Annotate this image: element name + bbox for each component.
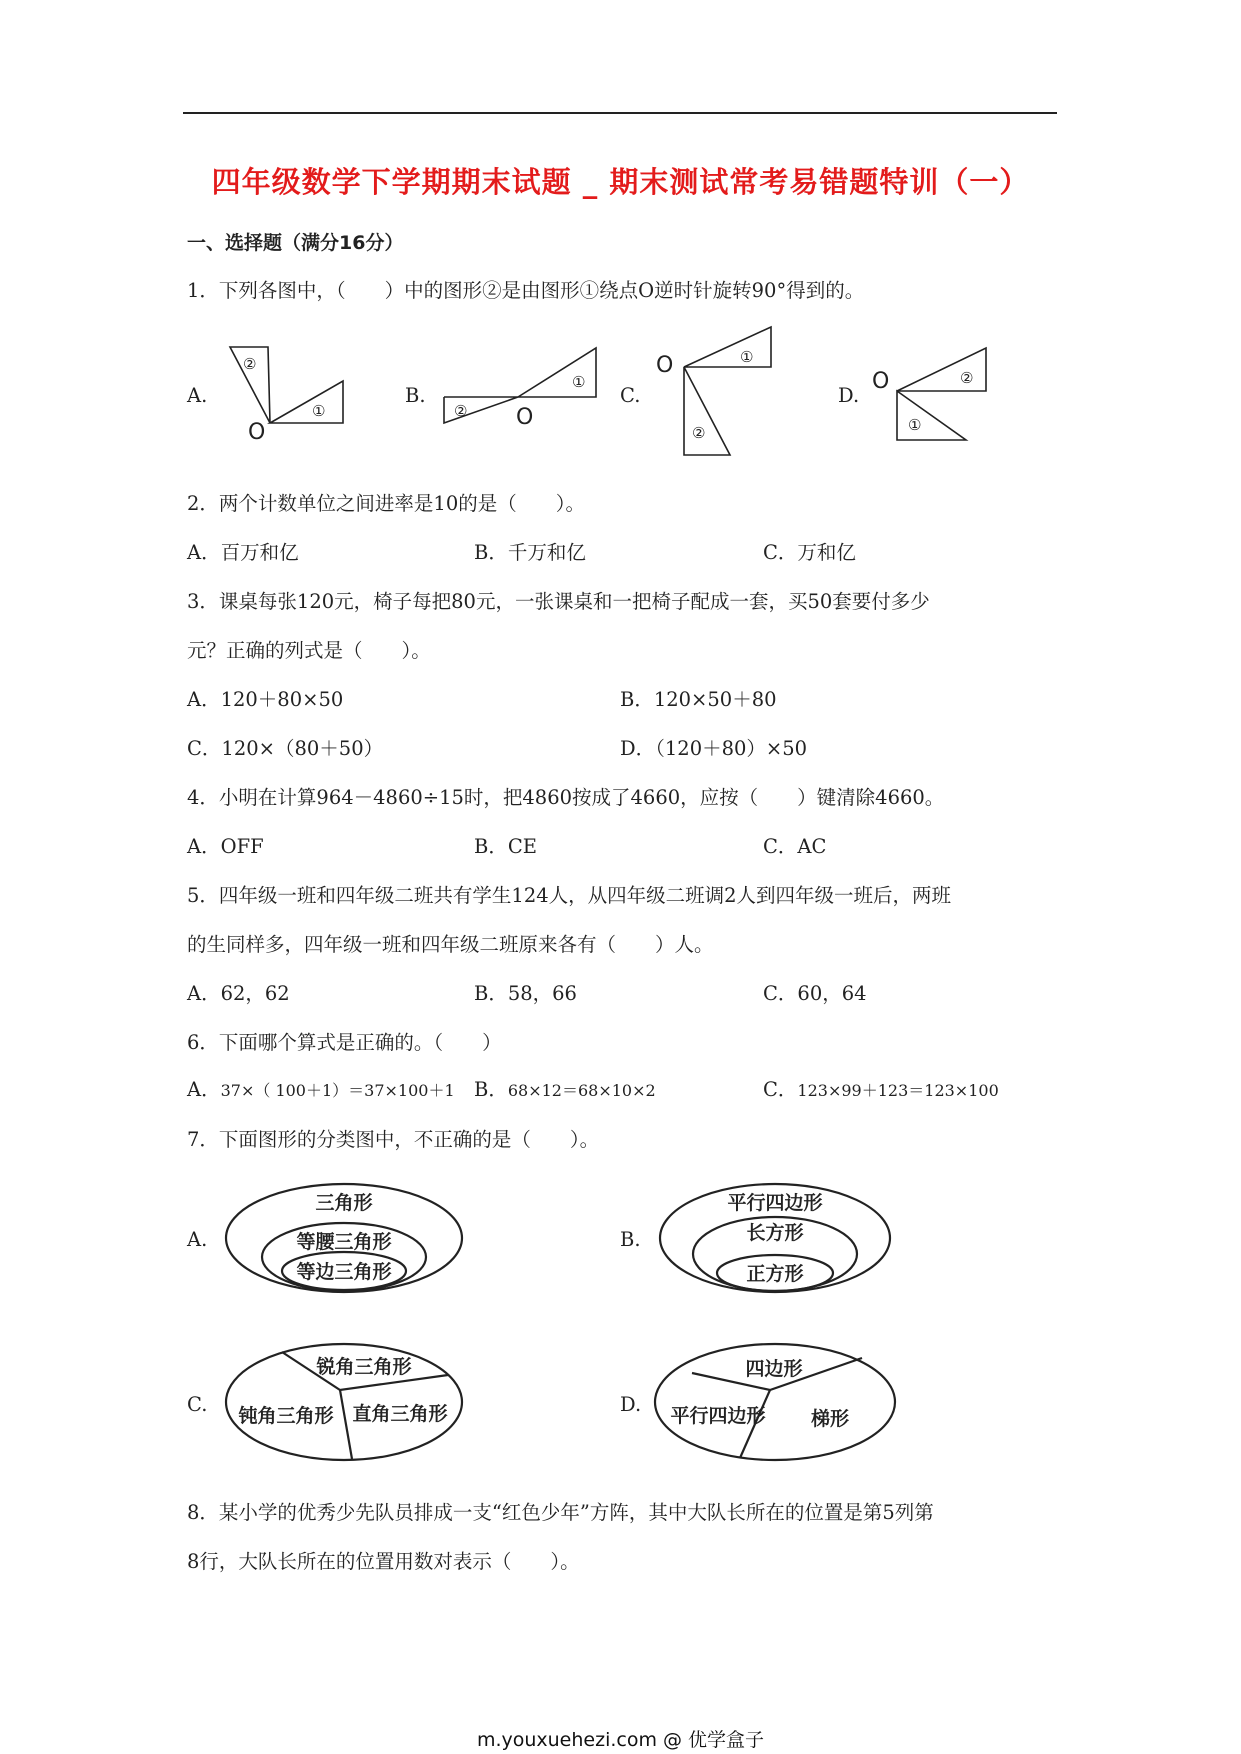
q6-option-a-expr: 37×（ 100＋1）＝37×100＋1: [220, 1081, 455, 1100]
question-7-stem: 7．下面图形的分类图中，不正确的是（ ）。: [187, 1128, 600, 1151]
header-rule: [183, 112, 1057, 114]
q3-option-c: C．120×（80＋50）: [187, 737, 384, 760]
q4-option-c: C．AC: [763, 835, 827, 858]
question-5-stem-line1: 5．四年级一班和四年级二班共有学生124人，从四年级二班调2人到四年级一班后，两班: [187, 884, 952, 907]
q3-option-d: D．（120＋80）×50: [620, 737, 808, 760]
q5-option-c: C．60，64: [763, 982, 867, 1005]
q7-diagram-b: [655, 1180, 895, 1295]
q4-option-b: B．CE: [474, 835, 537, 858]
diagram-a-outer-label: 三角形: [315, 1192, 373, 1214]
question-1-stem: 1．下列各图中，（ ）中的图形②是由图形①绕点O逆时针旋转90°得到的。: [187, 279, 865, 302]
section-heading: 一、选择题（满分16分）: [187, 232, 404, 254]
q1-a-point-o: O: [248, 420, 266, 445]
question-5-stem-line2: 的生同样多，四年级一班和四年级二班原来各有（ ）人。: [187, 933, 714, 956]
q7-diagram-d: [650, 1340, 900, 1465]
diagram-c-top-label: 锐角三角形: [316, 1356, 412, 1378]
q1-d-label-1: ①: [908, 416, 922, 434]
diagram-a-middle-label: 等腰三角形: [296, 1231, 392, 1253]
q7-option-a: A.: [187, 1228, 208, 1251]
diagram-d-left-label: 平行四边形: [670, 1405, 766, 1427]
q7-diagram-c: [222, 1340, 467, 1465]
q6-option-c-label: C．: [763, 1078, 798, 1101]
q6-option-c: [763, 1074, 999, 1102]
q7-diagram-a: [222, 1180, 467, 1295]
question-3-stem-line1: 3．课桌每张120元，椅子每把80元，一张课桌和一把椅子配成一套，买50套要付多少: [187, 590, 930, 613]
q6-option-b: [474, 1074, 656, 1102]
q6-option-c-expr: 123×99＋123＝123×100: [797, 1081, 999, 1100]
q1-a-label-1: ①: [312, 402, 326, 420]
q7-option-c: C.: [187, 1393, 208, 1416]
q1-b-point-o: O: [516, 405, 534, 430]
diagram-b-middle-label: 长方形: [746, 1222, 804, 1244]
q6-option-a-label: A．: [187, 1078, 221, 1101]
q2-option-b: B．千万和亿: [474, 541, 586, 564]
q3-option-a: A．120＋80×50: [187, 688, 344, 711]
page-title: 四年级数学下学期期末试题 _ 期末测试常考易错题特训（一）: [211, 165, 1030, 199]
diagram-c-right-label: 直角三角形: [352, 1403, 448, 1425]
q1-option-b: B.: [405, 384, 426, 407]
question-8-stem-line2: 8行，大队长所在的位置用数对表示（ ）。: [187, 1550, 580, 1573]
q6-option-b-expr: 68×12＝68×10×2: [507, 1081, 656, 1100]
q2-option-a: A．百万和亿: [187, 541, 299, 564]
q6-option-a: [187, 1074, 455, 1102]
question-2-stem: 2．两个计数单位之间进率是10的是（ ）。: [187, 492, 585, 515]
q4-option-a: A．OFF: [187, 835, 264, 858]
q1-c-point-o: O: [656, 353, 674, 378]
q3-option-b: B．120×50＋80: [620, 688, 777, 711]
question-4-stem: 4．小明在计算964－4860÷15时，把4860按成了4660，应按（ ）键清除4660。: [187, 786, 945, 809]
diagram-c-left-label: 钝角三角形: [238, 1405, 334, 1427]
q1-option-d: D.: [838, 384, 860, 407]
q1-c-shape-2: [684, 367, 730, 455]
q1-c-label-1: ①: [740, 348, 754, 366]
q1-c-label-2: ②: [692, 424, 706, 442]
q1-d-point-o: O: [872, 369, 890, 394]
diagram-d-top-label: 四边形: [745, 1358, 803, 1380]
q1-figures: [200, 320, 1000, 465]
q5-option-b: B．58，66: [474, 982, 577, 1005]
q1-d-label-2: ②: [960, 369, 974, 387]
footer-watermark: m.youxuehezi.com @ 优学盒子: [476, 1729, 765, 1751]
q1-option-c: C.: [620, 384, 641, 407]
q1-a-label-2: ②: [243, 355, 257, 373]
q1-b-label-2: ②: [454, 402, 468, 420]
q7-option-b: B.: [620, 1228, 641, 1251]
q1-b-label-1: ①: [572, 373, 586, 391]
q1-option-a: A.: [187, 384, 208, 407]
q7-option-d: D.: [620, 1393, 642, 1416]
question-3-stem-line2: 元？正确的列式是（ ）。: [187, 639, 431, 662]
q1-a-shape-1: [270, 381, 343, 423]
q2-option-c: C．万和亿: [763, 541, 856, 564]
diagram-d-right-label: 梯形: [810, 1408, 850, 1430]
question-6-stem: 6．下面哪个算式是正确的。（ ）: [187, 1031, 502, 1054]
q6-option-b-label: B．: [474, 1078, 508, 1101]
diagram-b-outer-label: 平行四边形: [727, 1192, 823, 1214]
question-8-stem-line1: 8．某小学的优秀少先队员排成一支“红色少年”方阵，其中大队长所在的位置是第5列第: [187, 1501, 934, 1524]
q5-option-a: A．62，62: [187, 982, 290, 1005]
diagram-b-inner-label: 正方形: [746, 1263, 804, 1285]
diagram-a-inner-label: 等边三角形: [296, 1261, 392, 1283]
q1-c-shape-1: [684, 327, 771, 367]
